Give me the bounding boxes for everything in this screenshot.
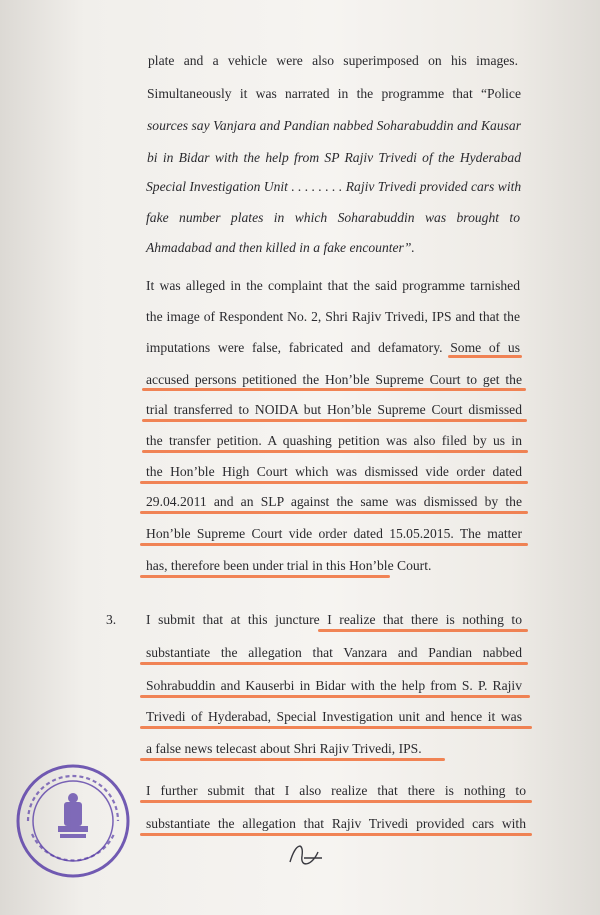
pen-underline [140,543,528,546]
pen-underline [140,511,528,514]
text-line: the image of Respondent No. 2, Shri Rajiv Trivedi, IPS and that the [146,309,520,324]
text-line: Simultaneously it was narrated in the programme that “Police [147,86,521,101]
pen-underline [142,388,526,391]
text-line: 29.04.2011 and an SLP against the same was dismissed by the [146,494,522,509]
pen-underline [142,419,527,422]
pen-underline [448,355,522,358]
pen-underline [140,758,445,761]
text-line: accused persons petitioned the Hon’ble Supreme Court to get the [146,372,522,387]
text-line: a false news telecast about Shri Rajiv Trivedi, IPS. [146,741,422,756]
pen-underline [140,833,532,836]
text-line: imputations were false, fabricated and defamatory. Some of us [146,340,520,355]
pen-underline [140,481,528,484]
text-line: bi in Bidar with the help from SP Rajiv Trivedi of the Hyderabad [147,150,521,165]
text-line: fake number plates in which Soharabuddin was brought to [146,210,520,225]
official-seal-stamp [14,762,132,880]
text-line: I submit that at this juncture I realize that there is nothing to [146,612,522,627]
text-line: plate and a vehicle were also superimposed on his images. [148,53,518,68]
text-line: Hon’ble Supreme Court vide order dated 15.05.2015. The matter [146,526,522,541]
text-line: trial transferred to NOIDA but Hon’ble Supreme Court dismissed [146,402,522,417]
pen-underline [142,450,528,453]
pen-underline [140,726,532,729]
text-line: Trivedi of Hyderabad, Special Investigation unit and hence it was [146,709,522,724]
text-line: sources say Vanjara and Pandian nabbed Soharabuddin and Kausar [147,118,521,133]
pen-underline [140,695,530,698]
pen-underline [318,629,528,632]
text-line: Ahmadabad and then killed in a fake encounter”. [146,240,415,255]
text-line: substantiate the allegation that Rajiv Trivedi provided cars with [146,816,526,831]
text-line: I further submit that I also realize that there is nothing to [146,783,526,798]
text-line: substantiate the allegation that Vanzara and Pandian nabbed [146,645,522,660]
text-line: has, therefore been under trial in this Hon’ble Court. [146,558,432,573]
text-line: Special Investigation Unit . . . . . . . . Rajiv Trivedi provided cars with [146,179,522,194]
text-line: Sohrabuddin and Kauserbi in Bidar with the help from S. P. Rajiv [146,678,522,693]
signature-mark [282,832,330,880]
text-line: It was alleged in the complaint that the said programme tarnished [146,278,520,293]
pen-underline [140,575,390,578]
text-line: the Hon’ble High Court which was dismissed vide order dated [146,464,522,479]
text-line: the transfer petition. A quashing petition was also filed by us in [146,433,522,448]
paragraph-number: 3. [106,612,117,627]
pen-underline [140,800,532,803]
pen-underline [140,662,528,665]
